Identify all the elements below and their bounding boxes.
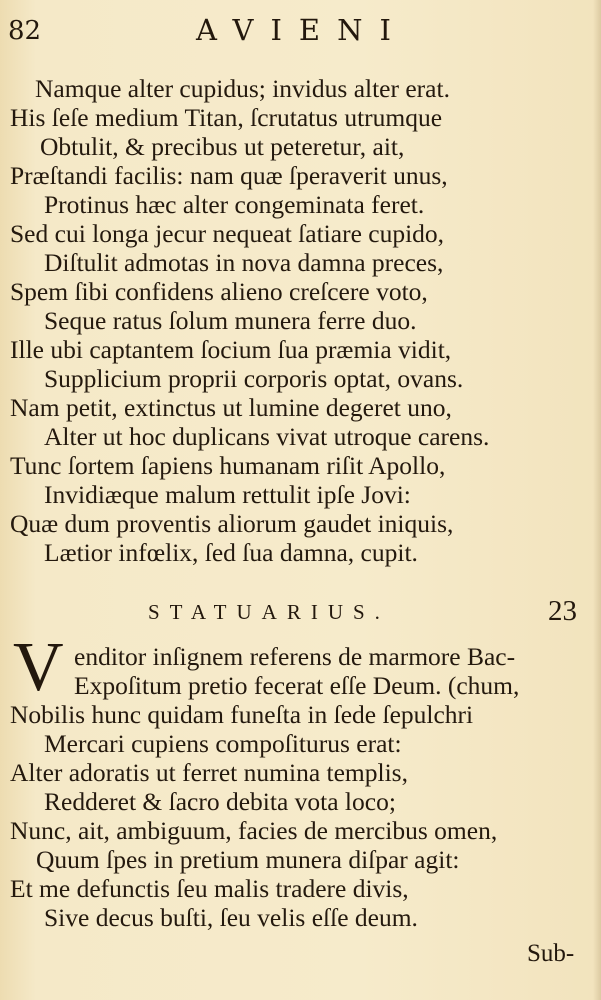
verse-line: Diſtulit admotas in nova damna preces, xyxy=(44,248,444,277)
verse-line: Præſtandi facilis: nam quæ ſperaverit unus, xyxy=(10,161,448,190)
section-number: 23 xyxy=(548,595,577,627)
verse-line: Protinus hæc alter congeminata feret. xyxy=(44,190,425,219)
verse-line: Invidiæque malum rettulit ipſe Jovi: xyxy=(44,480,411,509)
verse-line: Sed cui longa jecur nequeat ſatiare cupido, xyxy=(10,219,445,248)
drop-initial: V xyxy=(13,629,64,706)
verse-line: Mercari cupiens compoſiturus erat: xyxy=(44,729,402,758)
verse-line: His ſeſe medium Titan, ſcrutatus utrumque xyxy=(10,103,443,132)
verse-line: Alter adoratis ut ferret numina templis, xyxy=(10,758,408,787)
catchword: Sub- xyxy=(527,940,575,967)
verse-line: Sive decus buſti, ſeu velis eſſe deum. xyxy=(44,903,418,932)
paper-edge-shadow xyxy=(593,0,601,1000)
verse-line: Nobilis hunc quidam funeſta in ſede ſepulchri xyxy=(10,700,474,729)
running-head: AVIENI xyxy=(196,13,408,47)
verse-line: Alter ut hoc duplicans vivat utroque carens. xyxy=(44,422,490,451)
verse-line: Lætior infœlix, ſed ſua damna, cupit. xyxy=(44,538,418,567)
verse-line: Ille ubi captantem ſocium ſua præmia vidit, xyxy=(10,335,452,364)
verse-line: Quæ dum proventis aliorum gaudet iniquis, xyxy=(10,509,454,538)
verse-line: Obtulit, & precibus ut peteretur, ait, xyxy=(40,132,405,161)
verse-line: Spem ſibi confidens alieno creſcere voto, xyxy=(10,277,428,306)
verse-line: Seque ratus ſolum munera ferre duo. xyxy=(44,306,417,335)
page-number: 82 xyxy=(8,16,42,46)
verse-line: Supplicium proprii corporis optat, ovans. xyxy=(44,364,464,393)
verse-line: Nunc, ait, ambiguum, facies de mercibus omen, xyxy=(10,816,498,845)
verse-line: Namque alter cupidus; invidus alter erat. xyxy=(35,74,450,103)
verse-line: Redderet & ſacro debita vota loco; xyxy=(44,787,396,816)
verse-line: Expoſitum pretio fecerat eſſe Deum. (chum, xyxy=(74,671,520,700)
verse-line: Quum ſpes in pretium munera diſpar agit: xyxy=(36,845,460,874)
verse-line: Et me defunctis ſeu malis tradere divis, xyxy=(10,874,409,903)
section-title: STATUARIUS. xyxy=(148,600,390,624)
verse-line: Tunc ſortem ſapiens humanam riſit Apollo, xyxy=(10,451,446,480)
verse-line: Nam petit, extinctus ut lumine degeret uno, xyxy=(10,393,452,422)
verse-line: enditor inſignem referens de marmore Bac- xyxy=(74,642,516,671)
